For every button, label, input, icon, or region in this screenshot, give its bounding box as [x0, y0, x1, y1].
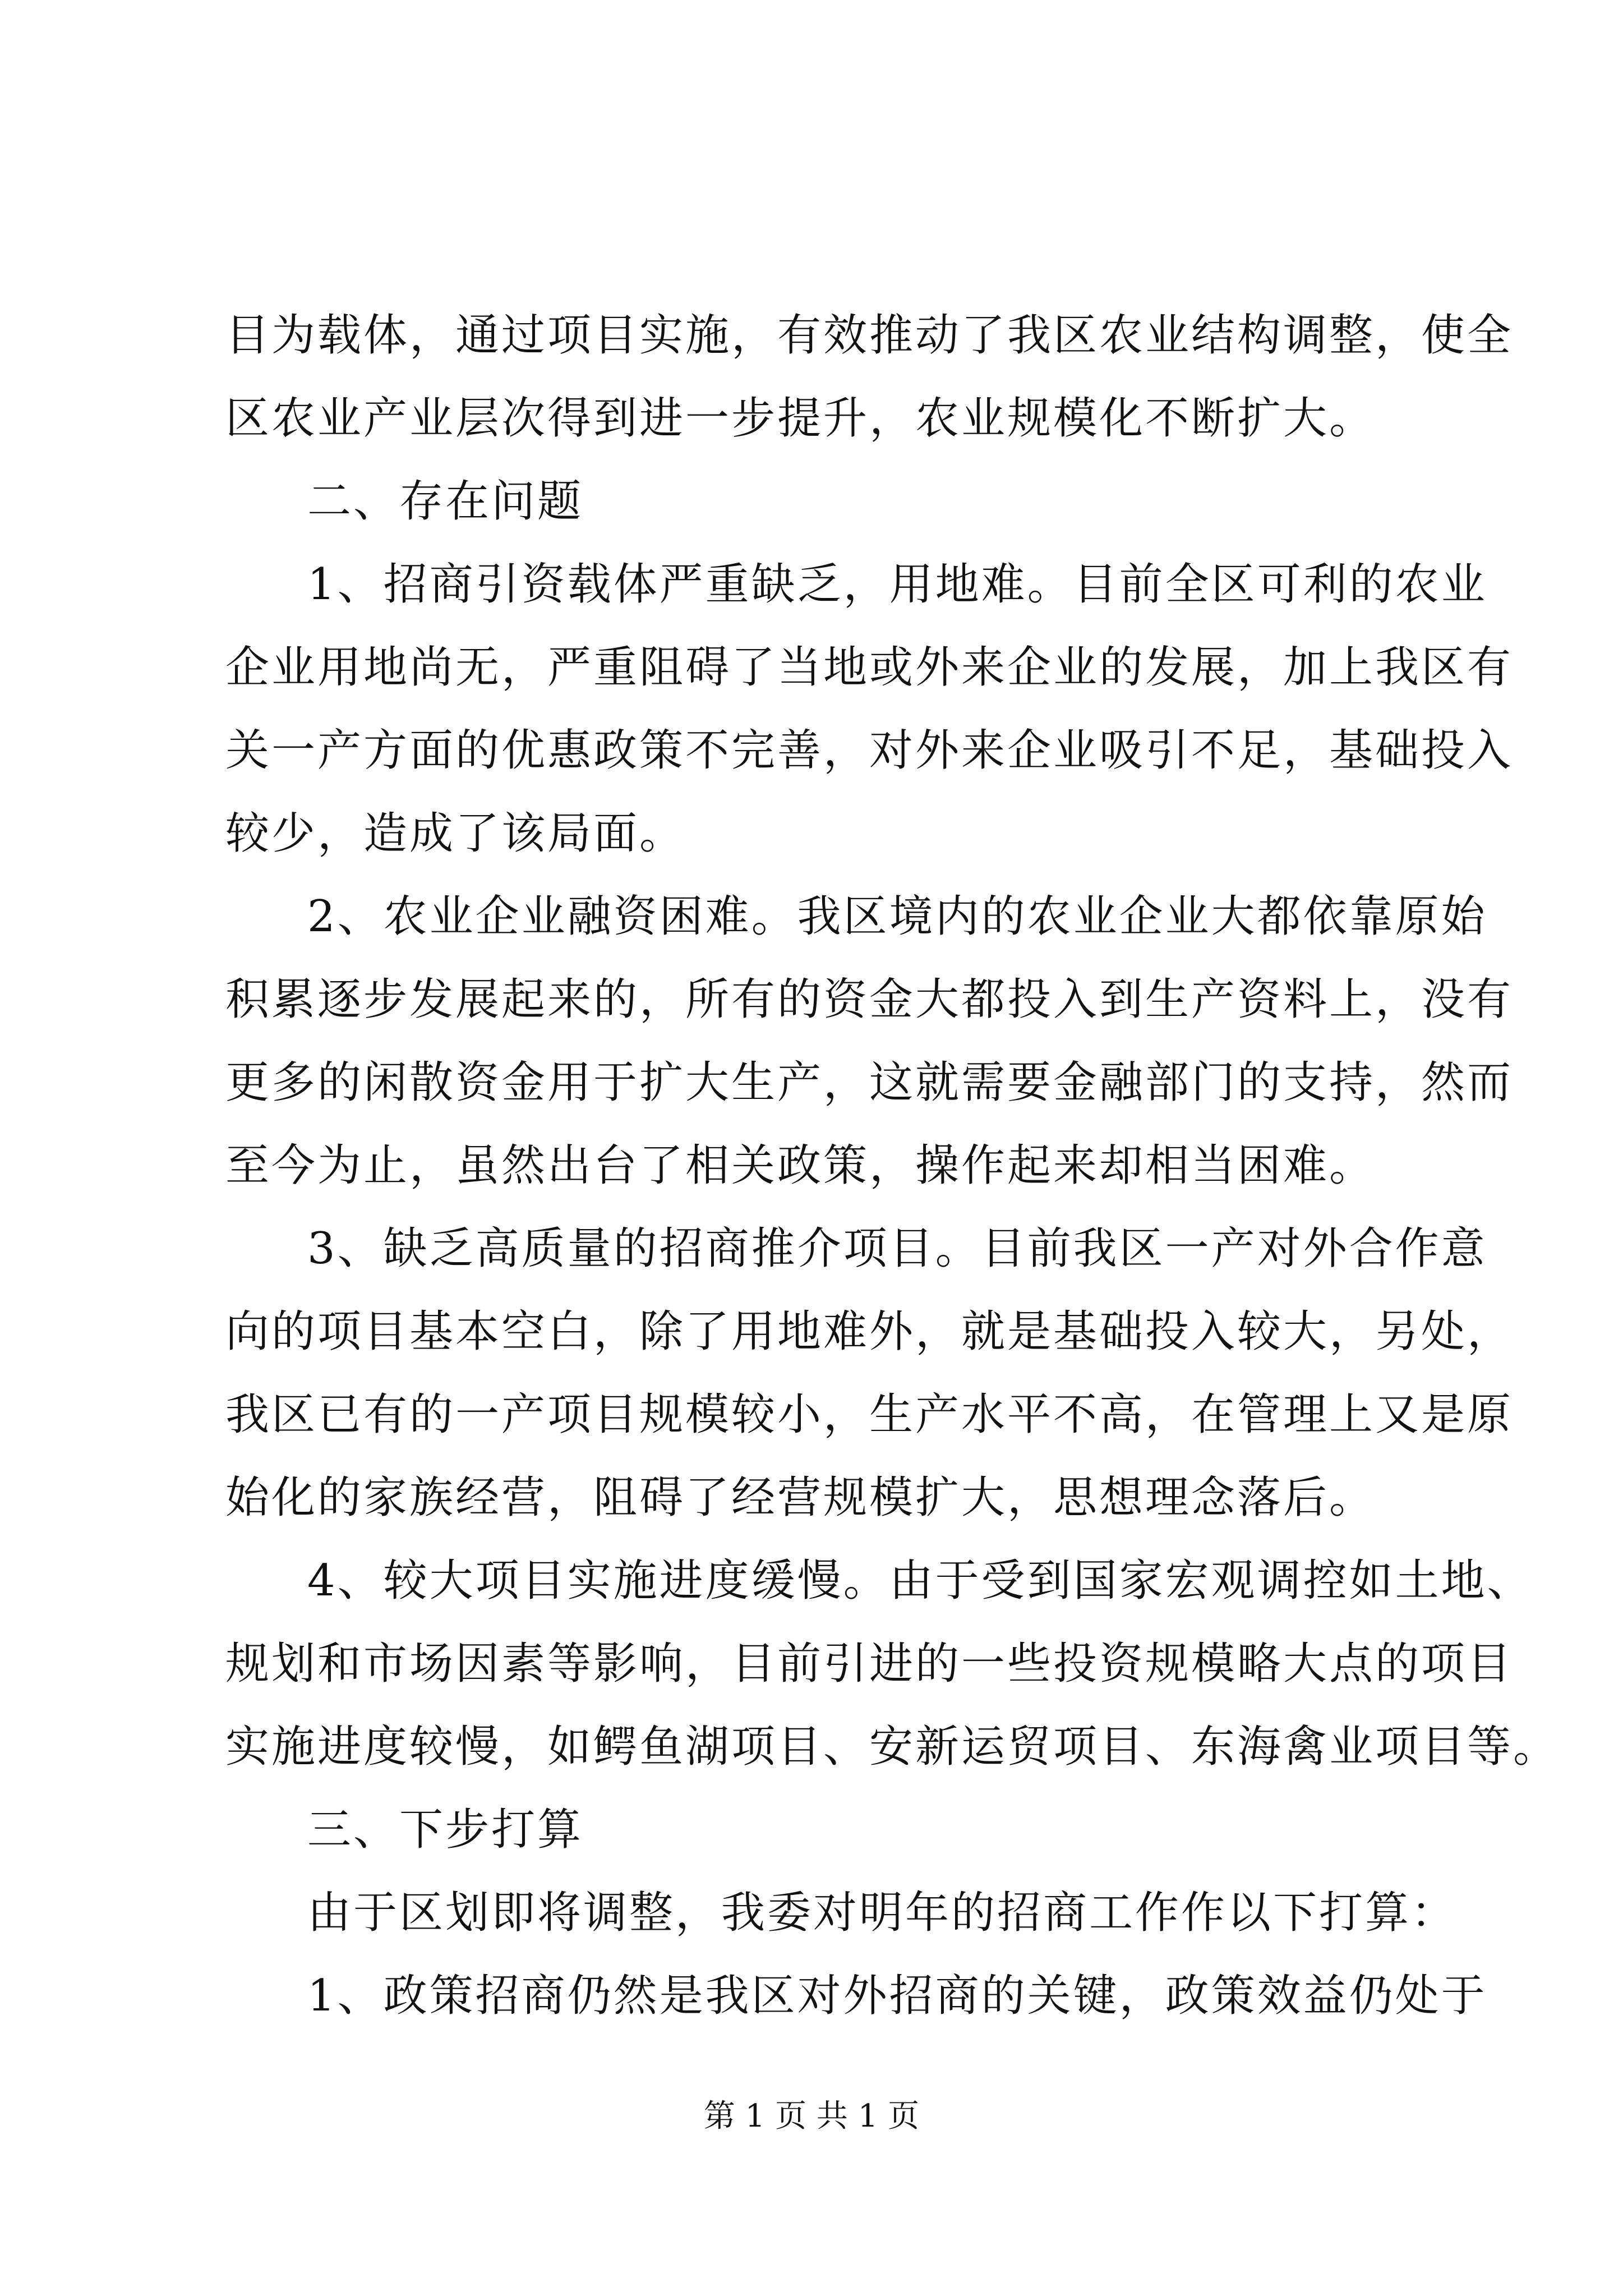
text-line-6: 关一产方面的优惠政策不完善，对外来企业吸引不足，基础投入	[225, 725, 1514, 776]
text-line-7: 较少，造成了该局面。	[225, 808, 686, 859]
text-line-20: 由于区划即将调整，我委对明年的招商工作作以下打算：	[307, 1888, 1458, 1938]
text-line-17: 规划和市场因素等影响，目前引进的一些投资规模略大点的项目	[225, 1639, 1514, 1689]
text-line-2: 区农业产业层次得到进一步提升，农业规模化不断扩大。	[225, 393, 1376, 444]
text-line-16: 4、较大项目实施进度缓慢。由于受到国家宏观调控如土地、	[307, 1556, 1533, 1606]
text-line-5: 企业用地尚无，严重阻碍了当地或外来企业的发展，加上我区有	[225, 642, 1514, 693]
text-line-12: 3、缺乏高质量的招商推介项目。目前我区一产对外合作意	[307, 1223, 1487, 1274]
text-line-1: 目为载体，通过项目实施，有效推动了我区农业结构调整，使全	[225, 310, 1514, 361]
section-heading-problems: 二、存在问题	[307, 476, 584, 527]
text-line-10: 更多的闲散资金用于扩大生产，这就需要金融部门的支持，然而	[225, 1057, 1514, 1108]
text-line-9: 积累逐步发展起来的，所有的资金大都投入到生产资料上，没有	[225, 974, 1514, 1025]
text-line-18: 实施进度较慢，如鳄鱼湖项目、安新运贸项目、东海禽业项目等。	[225, 1722, 1560, 1772]
text-line-8: 2、农业企业融资困难。我区境内的农业企业大都依靠原始	[307, 891, 1487, 942]
text-line-4: 1、招商引资载体严重缺乏，用地难。目前全区可利的农业	[307, 559, 1487, 610]
text-line-11: 至今为止，虽然出台了相关政策，操作起来却相当困难。	[225, 1140, 1376, 1191]
page-number-footer: 第 1 页 共 1 页	[703, 2098, 920, 2134]
section-heading-next-steps: 三、下步打算	[307, 1805, 584, 1855]
text-line-15: 始化的家族经营，阻碍了经营规模扩大，思想理念落后。	[225, 1473, 1376, 1523]
text-line-13: 向的项目基本空白，除了用地难外，就是基础投入较大，另处，	[225, 1306, 1514, 1357]
text-line-21: 1、政策招商仍然是我区对外招商的关键，政策效益仍处于	[307, 1971, 1487, 2021]
text-line-14: 我区已有的一产项目规模较小，生产水平不高，在管理上又是原	[225, 1389, 1514, 1440]
